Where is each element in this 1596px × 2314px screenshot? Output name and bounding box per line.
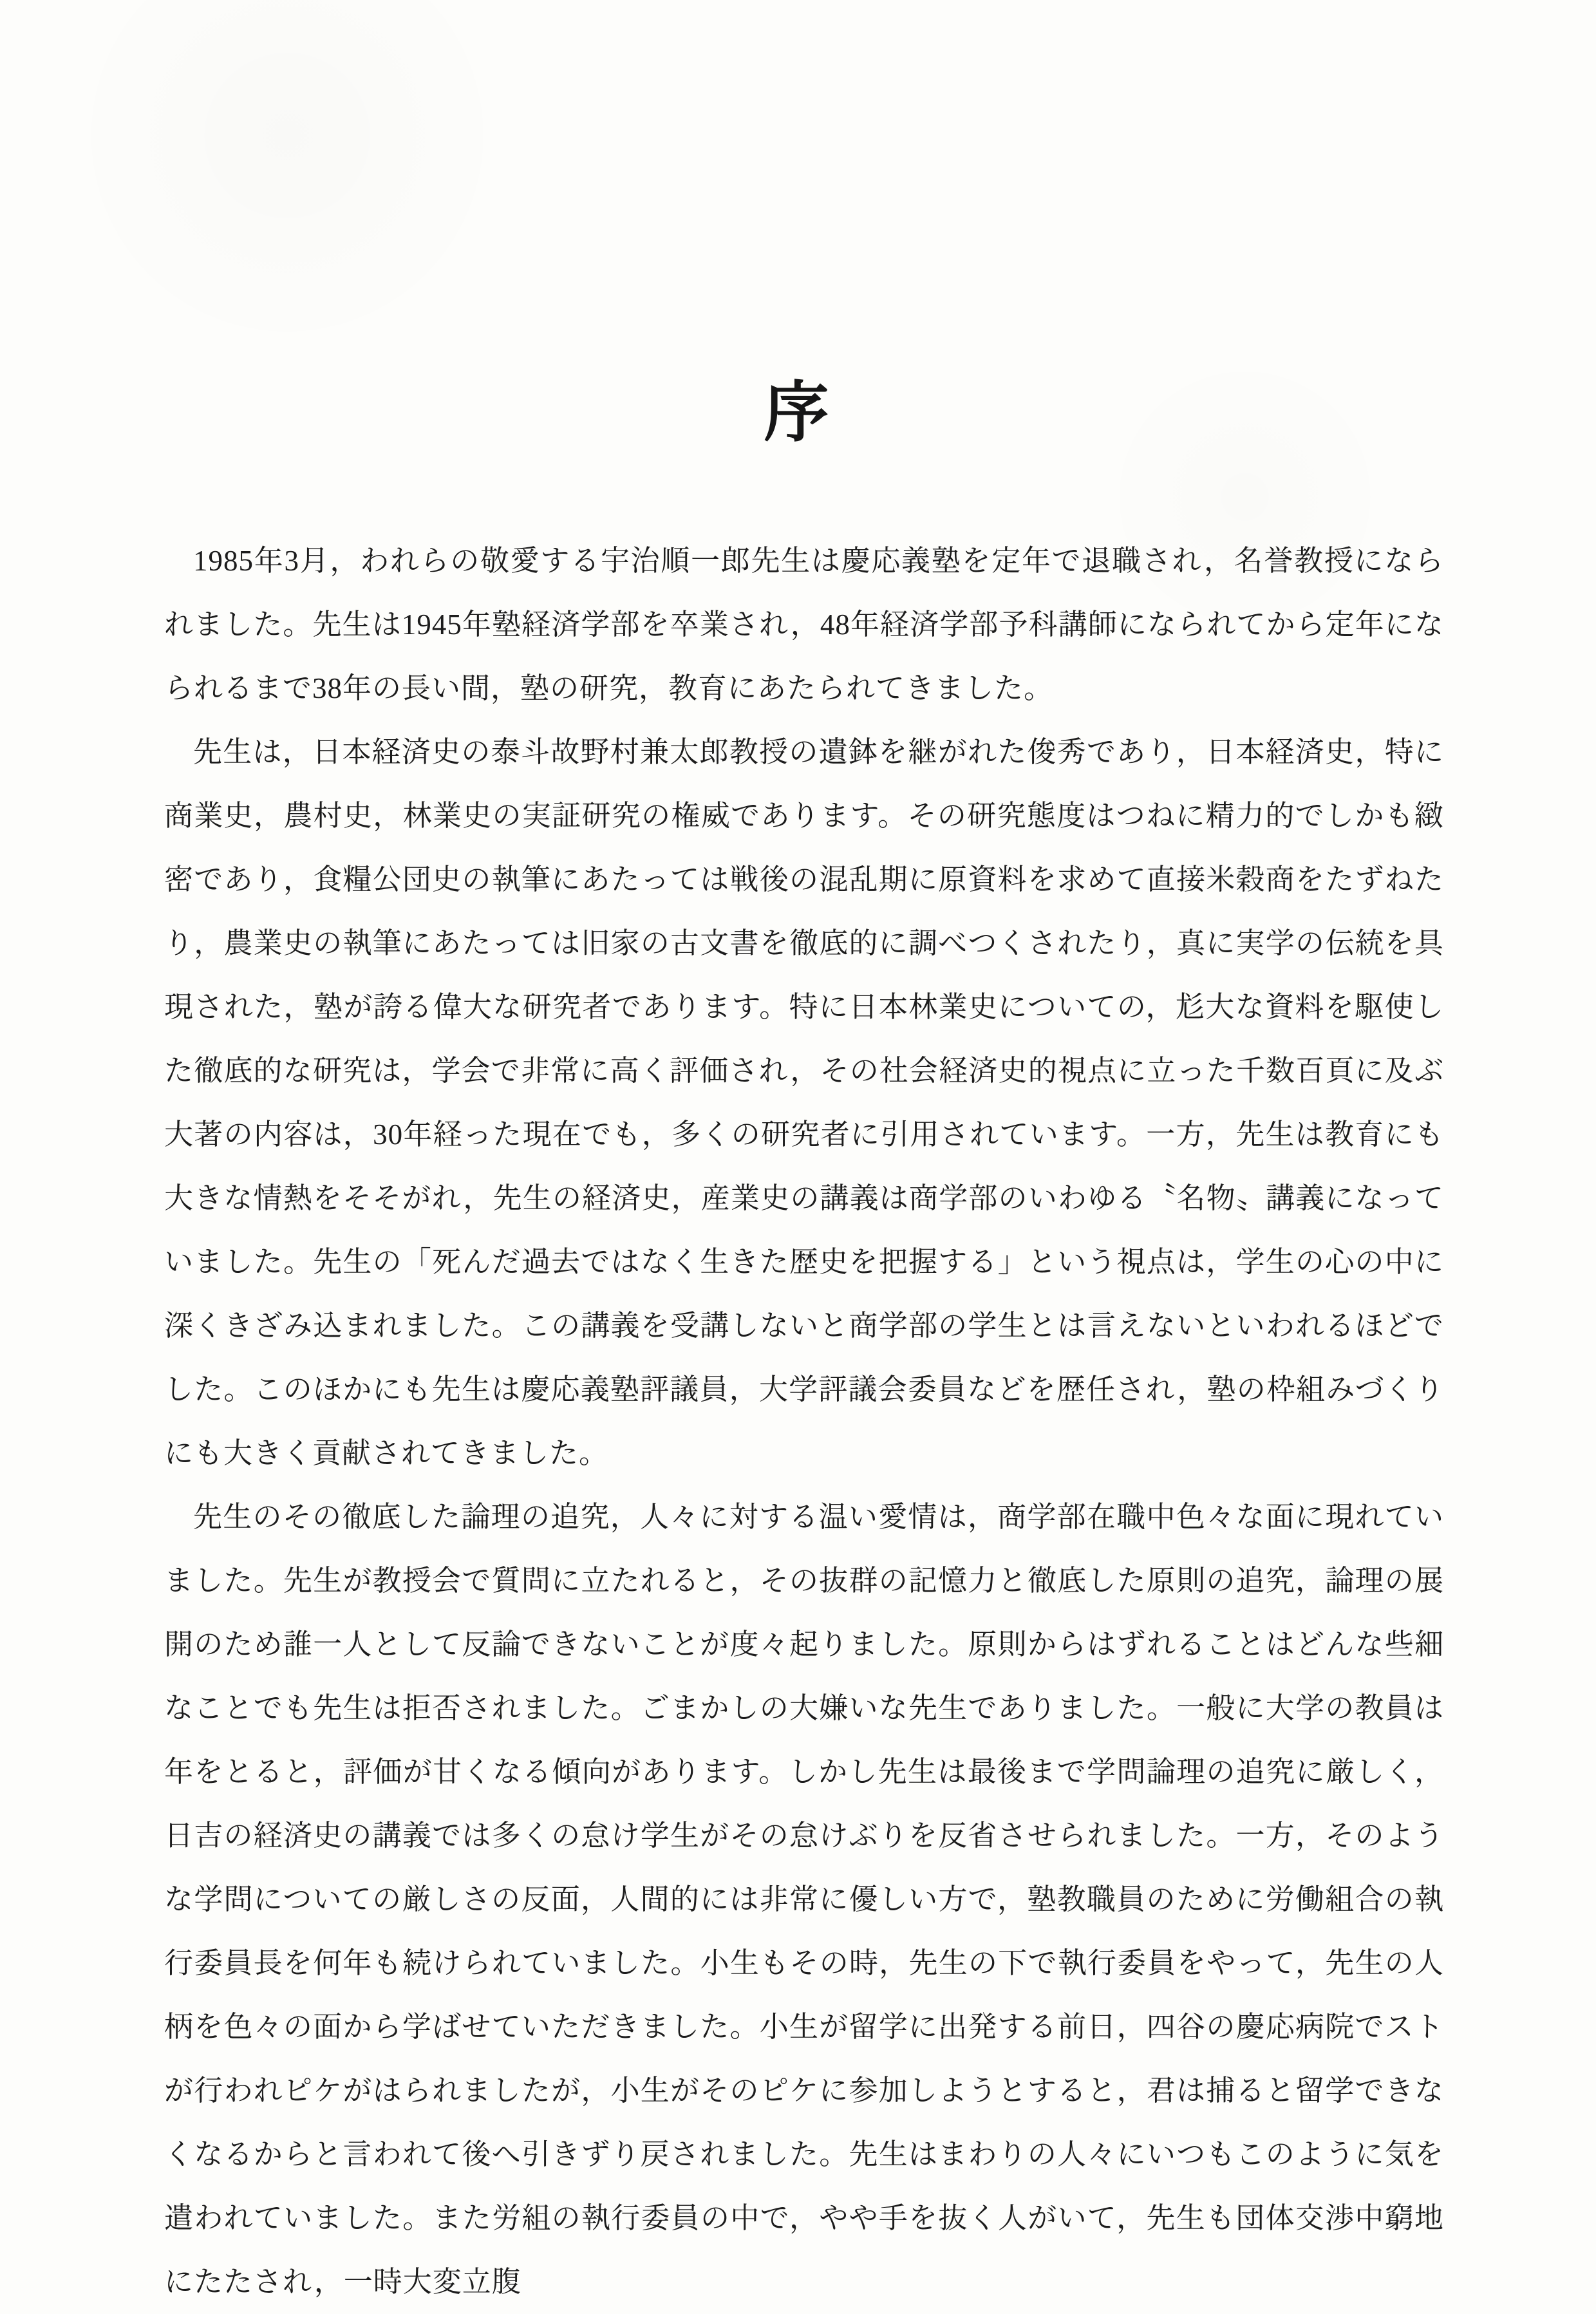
paragraph-3: 先生のその徹底した論理の追究，人々に対する温い愛情は，商学部在職中色々な面に現れていました。先生が教授会で質問に立たれると，その抜群の記憶力と徹底した原則の追究，論理の展開のため誰一人として反論できないことが度々起りました。原則からはずれることはどんな些細なことでも先生は拒否されました。ごまかしの大嫌いな先生でありました。一般に大学の教員は年をとると，評価が甘くなる傾向があります。しかし先生は最後まで学問論理の追究に厳しく，日吉の経済史の講義では多くの怠け学生がその怠けぶりを反省させられました。一方，そのような学問についての厳しさの反面，人間的には非常に優しい方で，塾教職員のために労働組合の執行委員長を何年も続けられていました。小生もその時，先生の下で執行委員をやって，先生の人柄を色々の面から学ばせていただきました。小生が留学に出発する前日，四谷の慶応病院でストが行われピケがはられましたが，小生がそのピケに参加しようとすると，君は捕ると留学できなくなるからと言われて後へ引きずり戻されました。先生はまわりの人々にいつもこのように気を遣われていました。また労組の執行委員の中で，やや手を抜く人がいて，先生も団体交渉中窮地にたたされ，一時大変立腹 — [164, 1501, 1444, 2298]
paragraph-2: 先生は，日本経済史の泰斗故野村兼太郎教授の遺鉢を継がれた俊秀であり，日本経済史，特に商業史，農村史，林業史の実証研究の権威であります。その研究態度はつねに精力的でしかも緻密であり，食糧公団史の執筆にあたっては戦後の混乱期に原資料を求めて直接米穀商をたずねたり，農業史の執筆にあたっては旧家の古文書を徹底的に調べつくされたり，真に実学の伝統を具現された，塾が誇る偉大な研究者であります。特に日本林業史についての，尨大な資料を駆使した徹底的な研究は，学会で非常に高く評価され，その社会経済史的視点に立った千数百頁に及ぶ大著の内容は，30年経った現在でも，多くの研究者に引用されています。一方，先生は教育にも大きな情熱をそそがれ，先生の経済史，産業史の講義は商学部のいわゆる〝名物〟講義になっていました。先生の「死んだ過去ではなく生きた歴史を把握する」という視点は，学生の心の中に深くきざみ込まれました。この講義を受講しないと商学部の学生とは言えないといわれるほどでした。このほかにも先生は慶応義塾評議員，大学評議会委員などを歴任され，塾の枠組みづくりにも大きく貢献されてきました。 — [164, 736, 1444, 1469]
page-content — [164, 529, 1444, 2314]
page-title: 序 — [763, 377, 833, 450]
paragraph-1: 1985年3月，われらの敬愛する宇治順一郎先生は慶応義塾を定年で退職され，名誉教授になられました。先生は1945年塾経済学部を卒業され，48年経済学部予科講師になられてから定年になられるまで38年の長い間，塾の研究，教育にあたられてきました。 — [164, 545, 1444, 704]
